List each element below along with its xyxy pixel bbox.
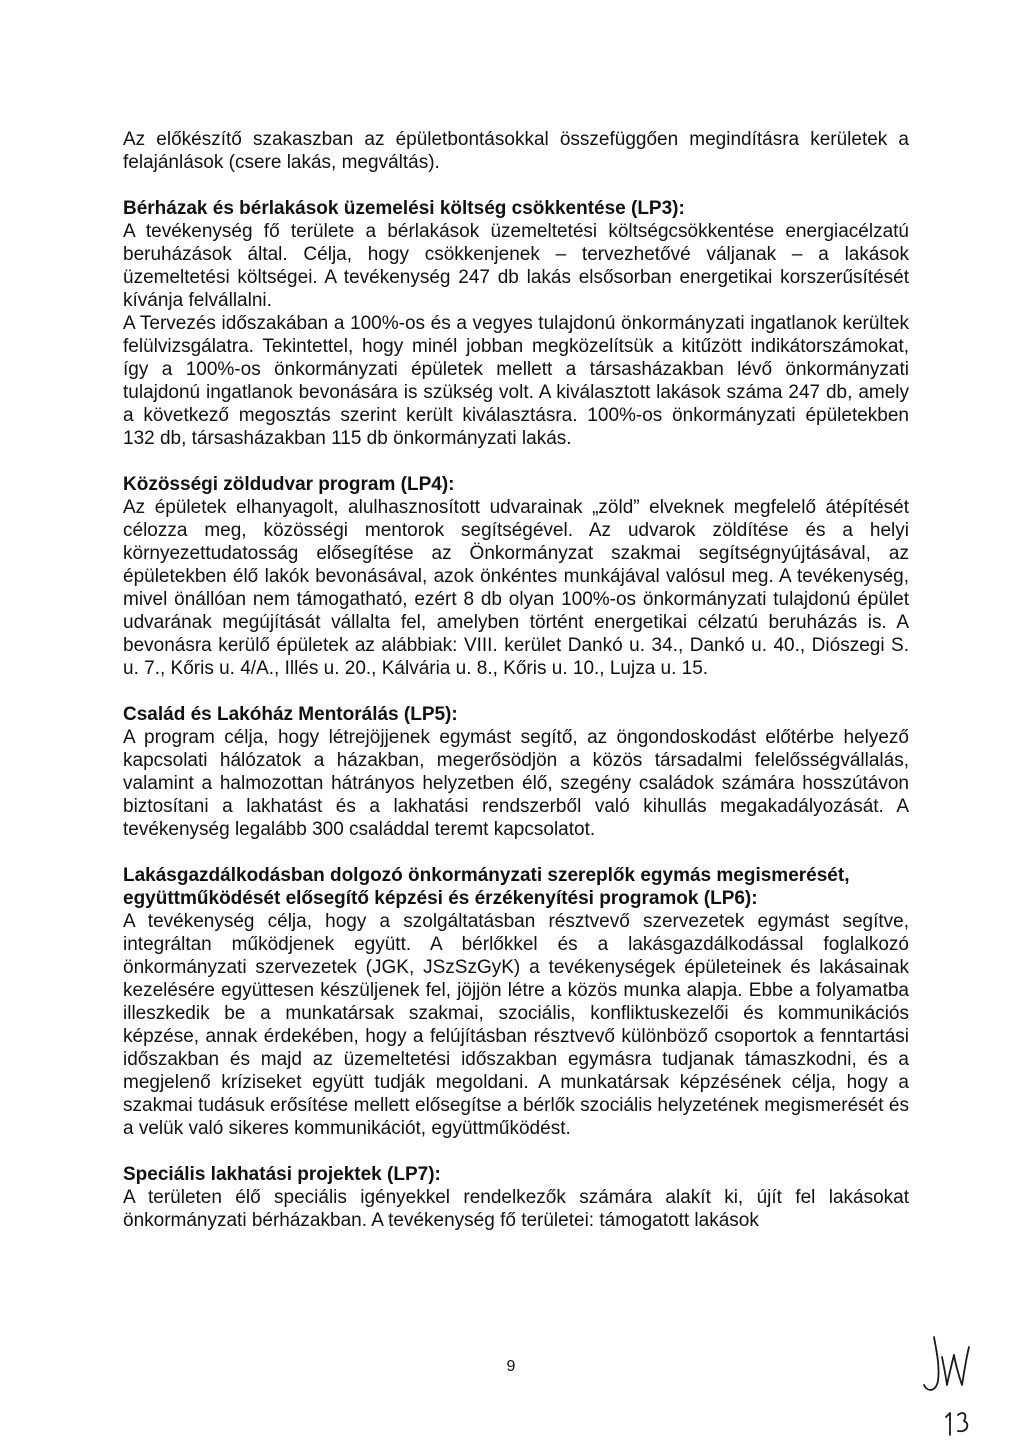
lp3-heading: Bérházak és bérlakások üzemelési költség csökkentése (LP3): — [123, 198, 685, 219]
handwritten-signature — [900, 1335, 1000, 1440]
lp5-heading: Család és Lakóház Mentorálás (LP5): — [123, 704, 458, 725]
lp7-paragraph-1: A területen élő speciális igényekkel rendelkezők számára alakít ki, újít fel lakásokat önkormányzati bérházakban. A tevékenység fő területei: támogatott lakások — [123, 1187, 909, 1231]
page-number: 9 — [506, 1358, 516, 1375]
lp6-paragraph-1: A tevékenység célja, hogy a szolgáltatásban résztvevő szervezetek egymást segítve, integráltan működjenek együtt. A bérlőkkel és a lakásgazdálkodással foglalkozó önkormányzati szervezetek (JGK, JSzSzGyK) a tevékenységek épületeinek és lakásainak kezelésére együttesen készüljenek fel, jöjjön létre a közös munka alapja. Ebbe a folyamatba illeszkedik be a munkatársak szakmai, szociális, konfliktuskezelői és kommunikációs képzése, annak érdekében, hogy a felújításban résztvevő különböző csoportok a fenntartási időszakban és majd az üzemeltetési időszakban egymásra tudjanak támaszkodni, és a megjelenő kríziseket együtt tudják megoldani. A munkatársak képzésének célja, hogy a szakmai tudásuk erősítése mellett elősegítse a bérlők szociális helyzetének megismerését és a velük való sikeres kommunikációt, együttműködést. — [123, 911, 909, 1139]
signature-initial-stroke-3 — [954, 1347, 969, 1385]
lp4-paragraph-1: Az épületek elhanyagolt, alulhasznosított udvarainak „zöld” elveknek megfelelő átépítését célozza meg, közösségi mentorok segítségével. Az udvarok zöldítése és a helyi környezettudatosság elősegítése az Önkormányzat szakmai segítségnyújtásával, az épületekben élő lakók bevonásával, azok önkéntes munkájával valósul meg. A tevékenység, mivel önállóan nem támogatható, ezért 8 db olyan 100%-os önkormányzati tulajdonú épület udvarának megújítását vállalta fel, amelyben történt energetikai célzatú beruházás is. A bevonásra kerülő épületek az alábbiak: VIII. kerület Dankó u. 34., Dankó u. 40., Diószegi S. u. 7., Kőris u. 4/A., Illés u. 20., Kálvária u. 8., Kőris u. 10., Lujza u. 15. — [123, 497, 909, 679]
document-body — [123, 128, 909, 1232]
signature-initial-stroke-1 — [924, 1337, 939, 1390]
lp6-heading: Lakásgazdálkodásban dolgozó önkormányzati szereplők egymás megismerését, együttműködését elősegítő képzési és érzékenyítési programok (LP6): — [123, 865, 850, 909]
signature-handwritten-page-number — [946, 1413, 967, 1435]
lp4-heading: Közösségi zöldudvar program (LP4): — [123, 474, 455, 495]
lp3-paragraph-1: A tevékenység fő területe a bérlakások üzemeltetési költségcsökkentése energiacélzatú beruházások által. Célja, hogy csökkenjenek – tervezhetővé váljanak – a lakások üzemeltetési költségei. A tevékenység 247 db lakás elsősorban energetikai korszerűsítését kívánja felvállalni. — [123, 221, 909, 311]
lp5-paragraph-1: A program célja, hogy létrejöjjenek egymást segítő, az öngondoskodást előtérbe helyező kapcsolati hálózatok a házakban, megerősödjön a közös társadalmi felelősségvállalás, valamint a halmozottan hátrányos helyzetben élő, szegény családok számára hosszútávon biztosítani a lakhatást és a lakhatási rendszerből való kihullás megakadályozását. A tevékenység legalább 300 családdal teremt kapcsolatot. — [123, 727, 909, 840]
signature-initial-stroke-2 — [942, 1355, 954, 1385]
intro-paragraph: Az előkészítő szakaszban az épületbontásokkal összefüggően megindításra kerületek a felajánlások (csere lakás, megváltás). — [123, 129, 909, 173]
lp7-heading: Speciális lakhatási projektek (LP7): — [123, 1164, 441, 1185]
lp3-paragraph-2: A Tervezés időszakában a 100%-os és a vegyes tulajdonú önkormányzati ingatlanok kerültek felülvizsgálatra. Tekintettel, hogy minél jobban megközelítsük a kitűzött indikátorszámokat, így a 100%-os önkormányzati épületek mellett a társasházakban lévő önkormányzati tulajdonú ingatlanok bevonására is szükség volt. A kiválasztott lakások száma 247 db, amely a következő megosztás szerint került kiválasztásra. 100%-os önkormányzati épületekben 132 db, társasházakban 115 db önkormányzati lakás. — [123, 313, 909, 449]
